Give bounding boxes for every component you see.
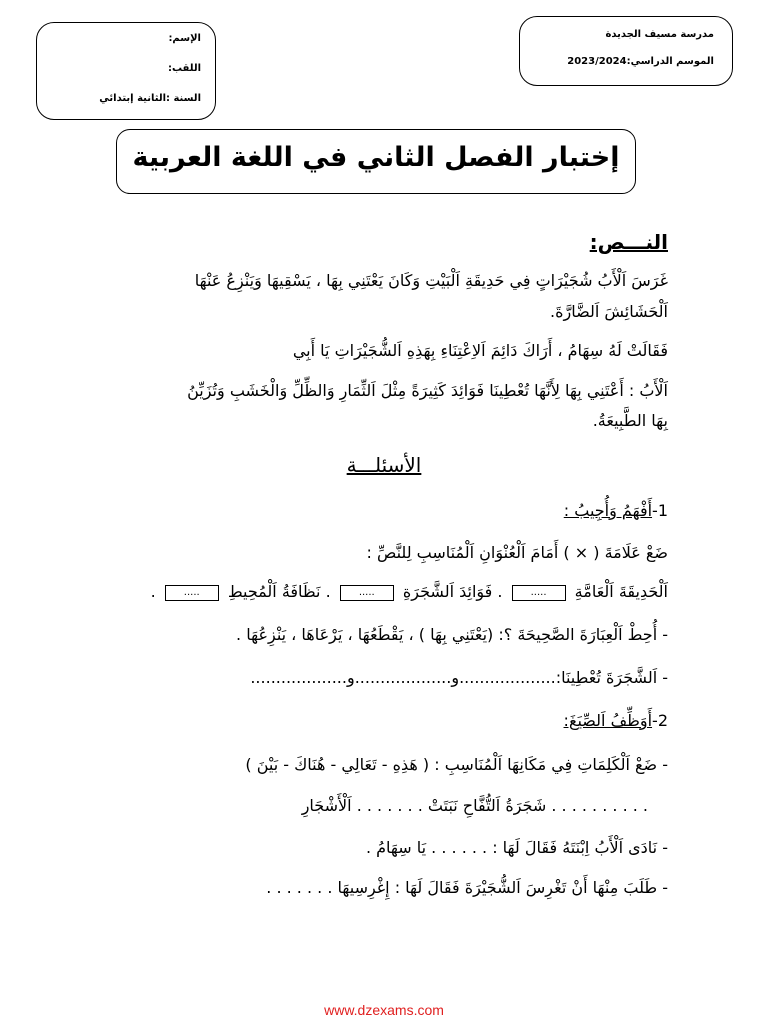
q1-options-row: اَلْحَدِيقَةَ اَلْعَامَّةِ ..... . فَوَائِدَ اَلشَّجَرَةِ ..... . نَظَافَةُ اَلْمُحِيطِ ..... . [150, 582, 668, 601]
text-line-2: اَلْحَشَائِشَ اَلضَّارَّةَ. [550, 302, 668, 321]
option-1-box[interactable]: ..... [165, 585, 219, 601]
title-box [116, 129, 636, 194]
q2-sentence-1: . . . . . . . . . . شَجَرَةُ اَلتُّفَّاحِ نَبَتَتْ . . . . . . . اَلْأَشْجَارِ [301, 796, 648, 815]
student-info-box [36, 22, 216, 120]
q2-heading [100, 713, 668, 729]
q2-number: 2- [652, 711, 668, 730]
text-heading: النـــص: [589, 230, 668, 254]
text-line-5: بِهَا الطَّبِيعَةُ. [592, 411, 668, 430]
option-2-box[interactable]: ..... [340, 585, 394, 601]
q2-sentence-2: - نَادَى اَلْأَبُ اِبْنَتَهُ فَقَالَ لَهَا : . . . . . . يَا سِهَامُ . [365, 838, 668, 857]
q1-instruction: ضَعْ عَلَامَةَ ( × ) أَمَامَ اَلْعُنْوَانِ اَلْمُنَاسِبِ لِلنَّصِّ : [366, 543, 668, 562]
option-1-text: نَظَافَةُ اَلْمُحِيطِ [227, 582, 321, 601]
text-line-4: اَلْأَبُ : أَعْتَنِي بِهَا لِأَنَّهَا تُعْطِينَا فَوَائِدَ كَثِيرَةً مِثْلَ اَلثِّمَارِ وَالظِّلِّ وَالْخَشَبِ وَتُزَيِّنُ [187, 381, 668, 400]
option-3-text: اَلْحَدِيقَةَ اَلْعَامَّةِ [574, 582, 668, 601]
q1-heading [100, 503, 668, 519]
footer-link[interactable]: www.dzexams.com [324, 1002, 444, 1018]
school-name: مدرسة مسيف الجديدة [605, 29, 714, 40]
q1-title: أَفْهَمُ وَأُجِيبُ : [563, 501, 653, 520]
option-3-box[interactable]: ..... [512, 585, 566, 601]
q2-sentence-3: - طَلَبَ مِنْهَا أَنْ تَغْرِسَ اَلشُّجَيْرَةَ فَقَالَ لَهَا : إِغْرِسِيهَا . . . . . . . [266, 878, 668, 897]
student-grade-label: السنة :الثانية إبتدائي [99, 93, 201, 104]
q1-fill-question: - اَلشَّجَرَةَ تُعْطِينَا:...................و...................و................... [250, 668, 668, 687]
student-surname-label: اللقب: [167, 63, 201, 74]
text-line-1: غَرَسَ اَلْأَبُ شُجَيْرَاتٍ فِي حَدِيقَةِ اَلْبَيْتِ وَكَانَ يَعْتَنِي بِهَا ، يَسْقِيهَا وَيَنْزِعُ عَنْهَا [194, 271, 668, 290]
option-2-text: فَوَائِدَ اَلشَّجَرَةِ [402, 582, 493, 601]
school-info-box [519, 16, 733, 86]
q1-circle-question: - أُحِطْ اَلْعِبَارَةَ الصَّحِيحَةَ ؟: (يَعْتَنِي بِهَا ) ، يَقْطَعُهَا ، يَرْعَاهَا ، يَنْزِعُهَا . [236, 625, 668, 644]
school-year: الموسم الدراسي:2023/2024 [567, 56, 714, 67]
student-name-label: الإسم: [168, 33, 201, 44]
exam-title: إختبار الفصل الثاني في اللغة العربية [132, 142, 620, 173]
text-line-3: فَقَالَتْ لَهُ سِهَامُ ، أَرَاكَ دَائِمَ اَلاِعْتِنَاءِ بِهَذِهِ اَلشُّجَيْرَاتِ يَا أَبِي [292, 341, 668, 360]
q2-instruction: - ضَعْ اَلْكَلِمَاتِ فِي مَكَانِهَا اَلْمُنَاسِبِ : ( هَذِهِ - تَعَالِي - هُنَاكَ - بَيْنَ ) [245, 755, 668, 774]
q2-title: أَوَظِّفُ اَلصِّيَغَ: [563, 711, 653, 730]
questions-heading: الأسئلـــة [346, 453, 422, 477]
q1-number: 1- [652, 501, 668, 520]
